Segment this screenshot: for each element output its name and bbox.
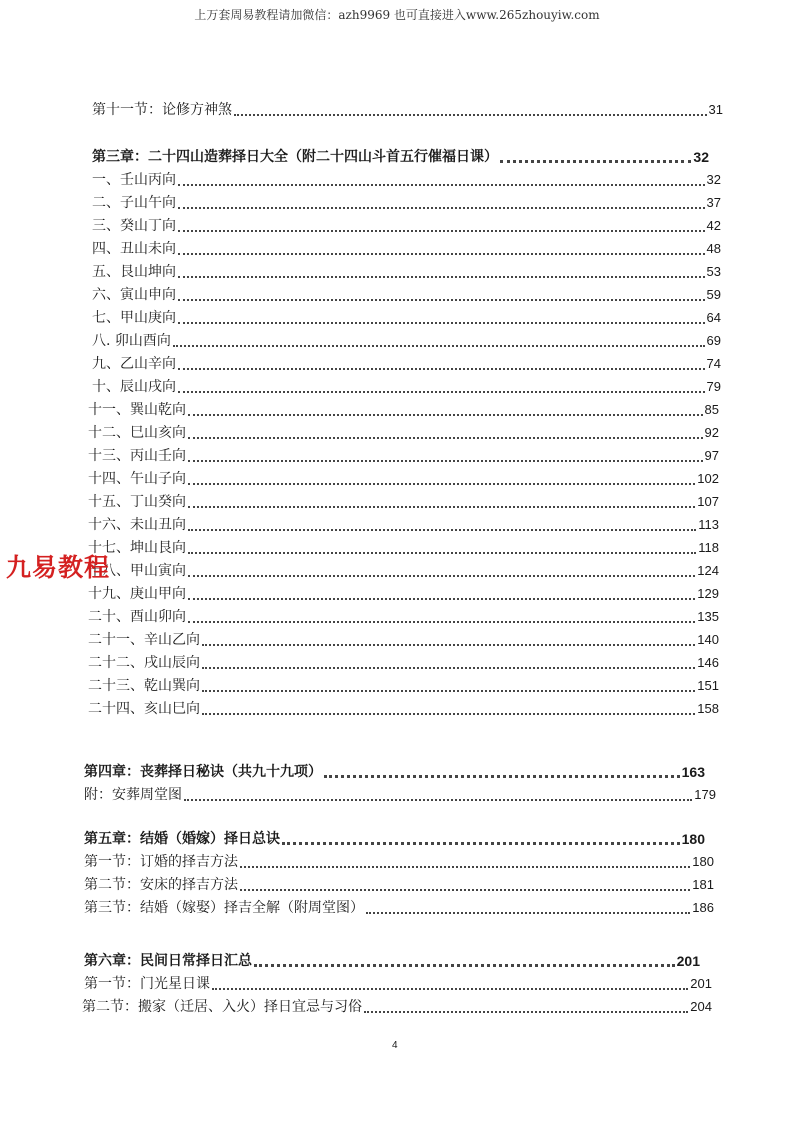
dot-leader [240,888,690,891]
toc-entry-title: 二十四、亥山巳向 [88,701,200,717]
toc-entry-title: 第六章：民间日常择日汇总 [84,953,252,969]
toc-entry-page: 163 [681,764,705,780]
toc-entry-page: 158 [697,701,719,716]
toc-entry[interactable] [88,585,719,603]
toc-entry-page: 151 [697,678,719,693]
toc-entry[interactable] [92,194,721,212]
toc-entry-page: 69 [706,333,721,348]
dot-leader [188,413,703,416]
watermark-logo: 九易教程 [6,553,111,582]
toc-entry-page: 180 [681,831,705,847]
toc-entry-page: 113 [698,517,719,532]
toc-entry[interactable] [88,654,719,672]
toc-entry-title: 十七、坤山艮向 [88,540,186,556]
toc-entry-title: 二十、酉山卯向 [88,609,186,625]
toc-entry[interactable] [88,631,719,649]
toc-entry[interactable] [92,101,723,119]
toc-entry-page: 135 [697,609,719,624]
toc-entry-page: 31 [708,102,723,117]
toc-entry[interactable] [92,309,721,327]
dot-leader [500,159,691,163]
toc-entry[interactable] [92,286,721,304]
toc-entry-page: 79 [706,379,721,394]
dot-leader [188,528,696,531]
toc-entry-page: 42 [706,218,721,233]
toc-entry-title: 十八、甲山寅向 [88,563,186,579]
toc-entry[interactable] [88,700,719,718]
toc-entry-title: 十一、巽山乾向 [88,402,186,418]
dot-leader [178,275,705,278]
toc-entry-page: 32 [706,172,721,187]
toc-entry-page: 53 [706,264,721,279]
dot-leader [188,436,703,439]
toc-entry-page: 48 [706,241,721,256]
toc-entry-title: 十、辰山戌向 [92,379,176,395]
toc-entry[interactable] [88,470,719,488]
toc-chapter-entry[interactable] [84,830,705,848]
toc-entry[interactable] [82,998,712,1016]
toc-entry[interactable] [92,240,721,258]
toc-entry-page: 64 [706,310,721,325]
dot-leader [324,774,680,778]
toc-entry-title: 六、寅山申向 [92,287,176,303]
toc-entry-page: 140 [697,632,719,647]
toc-entry-title: 第一节：订婚的择吉方法 [84,854,238,870]
toc-entry-title: 十二、巳山亥向 [88,425,186,441]
toc-entry[interactable] [88,608,719,626]
dot-leader [178,183,705,186]
toc-chapter-entry[interactable] [84,763,705,781]
toc-entry-title: 五、艮山坤向 [92,264,176,280]
header-text: 上万套周易教程请加微信：azh9969 也可直接进入www.265zhouyiw.com [194,8,600,22]
toc-entry[interactable] [88,424,719,442]
dot-leader [188,505,695,508]
toc-entry[interactable] [84,853,714,871]
toc-entry-page: 74 [706,356,721,371]
toc-entry-title: 二十二、戌山辰向 [88,655,200,671]
toc-entry-page: 146 [697,655,719,670]
toc-entry[interactable] [88,539,719,557]
toc-entry-title: 第一节：门光星日课 [84,976,210,992]
dot-leader [178,367,705,370]
toc-entry-title: 九、乙山辛向 [92,356,176,372]
toc-entry-page: 85 [704,402,719,417]
toc-entry-title: 十五、丁山癸向 [88,494,186,510]
toc-entry[interactable] [84,876,714,894]
page-number: 4 [392,1040,398,1051]
toc-entry[interactable] [92,263,721,281]
dot-leader [202,712,695,715]
dot-leader [240,865,690,868]
dot-leader [178,390,705,393]
dot-leader [202,689,695,692]
toc-entry[interactable] [92,171,721,189]
dot-leader [282,841,680,845]
toc-entry-page: 179 [694,787,716,802]
toc-entry[interactable] [88,562,719,580]
toc-entry-page: 201 [676,953,700,969]
toc-entry-page: 181 [692,877,714,892]
dot-leader [188,459,703,462]
dot-leader [178,321,705,324]
dot-leader [212,987,688,990]
toc-entry[interactable] [92,355,721,373]
toc-entry[interactable] [88,447,719,465]
toc-entry[interactable] [88,677,719,695]
toc-entry-page: 92 [704,425,719,440]
dot-leader [173,344,705,347]
dot-leader [188,597,695,600]
toc-entry-page: 102 [697,471,719,486]
toc-entry[interactable] [88,516,719,534]
dot-leader [178,298,705,301]
dot-leader [188,551,696,554]
toc-entry-page: 32 [693,149,709,165]
dot-leader [178,229,705,232]
toc-entry-title: 七、甲山庚向 [92,310,176,326]
toc-entry[interactable] [92,378,721,396]
toc-entry-title: 第四章：丧葬择日秘诀（共九十九项） [84,764,322,780]
toc-entry-page: 59 [706,287,721,302]
toc-entry-title: 第三章：二十四山造葬择日大全（附二十四山斗首五行催福日课） [92,149,498,165]
toc-entry-title: 第五章：结婚（婚嫁）择日总诀 [84,831,280,847]
dot-leader [234,113,707,116]
toc-entry-page: 37 [706,195,721,210]
toc-entry-title: 一、壬山丙向 [92,172,176,188]
toc-entry-title: 第二节：安床的择吉方法 [84,877,238,893]
dot-leader [254,963,675,967]
dot-leader [188,620,695,623]
toc-entry-title: 第二节：搬家（迁居、入火）择日宜忌与习俗 [82,999,362,1015]
toc-entry-page: 124 [697,563,719,578]
toc-entry-title: 二十一、辛山乙向 [88,632,200,648]
dot-leader [178,206,705,209]
toc-entry[interactable] [92,332,721,350]
toc-entry[interactable] [84,786,716,804]
dot-leader [366,911,690,914]
toc-entry-title: 十六、未山丑向 [88,517,186,533]
toc-entry[interactable] [84,975,712,993]
toc-entry-title: 八. 卯山酉向 [92,333,171,349]
toc-entry-title: 十三、丙山壬向 [88,448,186,464]
toc-entry[interactable] [92,217,721,235]
toc-entry[interactable] [88,493,719,511]
toc-entry-page: 107 [697,494,719,509]
dot-leader [202,643,695,646]
toc-entry-page: 201 [690,976,712,991]
toc-entry-page: 118 [698,540,719,555]
toc-entry-page: 97 [704,448,719,463]
dot-leader [364,1010,688,1013]
toc-entry[interactable] [88,401,719,419]
dot-leader [202,666,695,669]
toc-entry-title: 四、丑山未向 [92,241,176,257]
toc-entry-page: 129 [697,586,719,601]
toc-entry-title: 二、子山午向 [92,195,176,211]
toc-entry[interactable] [84,899,714,917]
dot-leader [184,798,692,801]
dot-leader [188,482,695,485]
dot-leader [188,574,695,577]
toc-entry-page: 180 [692,854,714,869]
toc-entry-title: 二十三、乾山巽向 [88,678,200,694]
toc-chapter-entry[interactable] [84,952,700,970]
toc-entry-page: 186 [692,900,714,915]
toc-entry-title: 十四、午山子向 [88,471,186,487]
dot-leader [178,252,705,255]
toc-entry-title: 第十一节：论修方神煞 [92,102,232,118]
toc-entry-title: 三、癸山丁向 [92,218,176,234]
toc-entry-title: 十九、庚山甲向 [88,586,186,602]
toc-entry-title: 附：安葬周堂图 [84,787,182,803]
toc-entry-title: 第三节：结婚（嫁娶）择吉全解（附周堂图） [84,900,364,916]
toc-entry-page: 204 [690,999,712,1014]
toc-chapter-entry[interactable] [92,148,709,166]
